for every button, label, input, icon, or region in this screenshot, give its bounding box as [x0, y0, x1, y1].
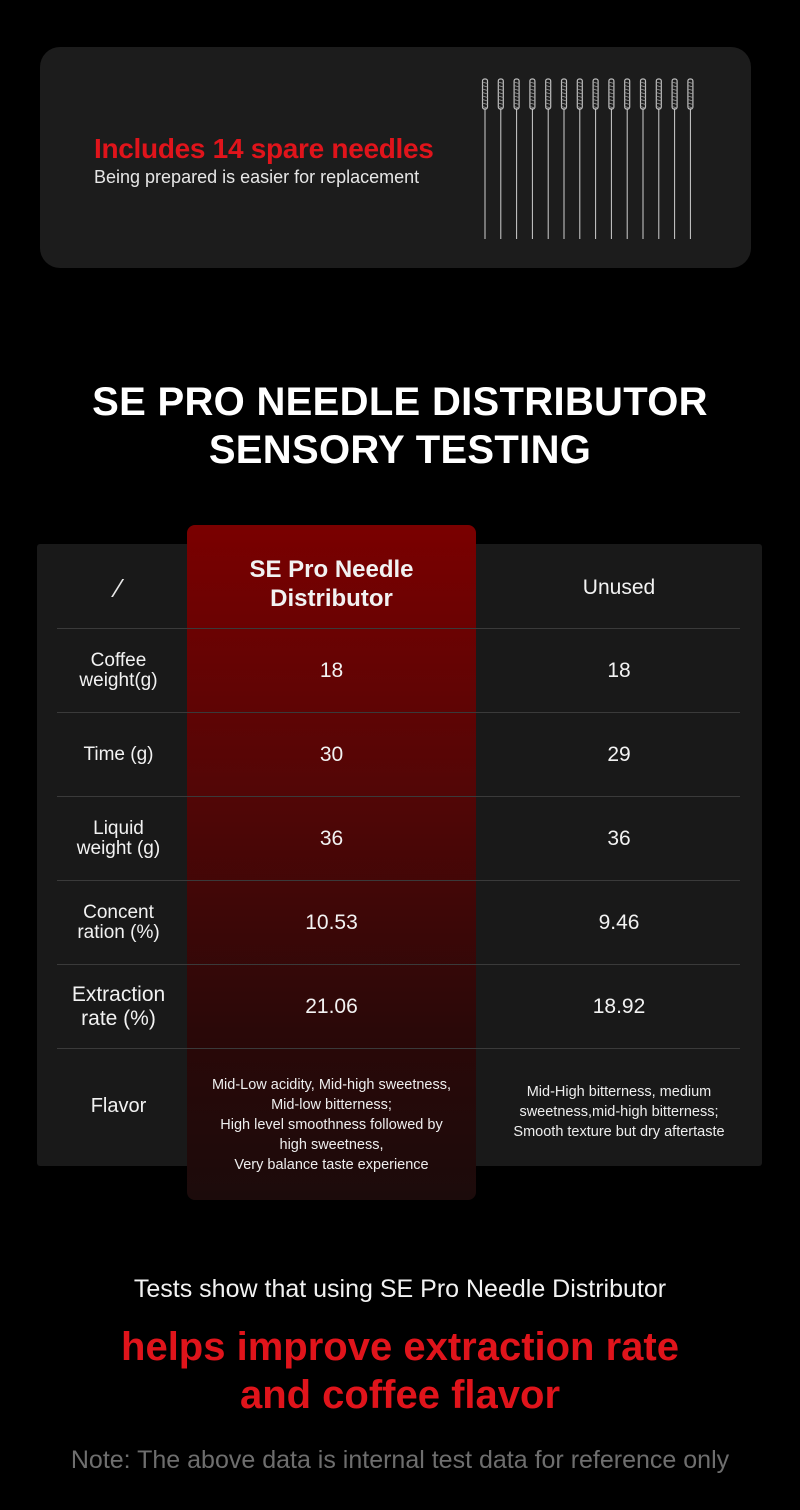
- row-label: [57, 965, 180, 1048]
- cell-se-pro: 36: [319, 826, 344, 850]
- row-label-text: Liquid weight (g): [76, 817, 161, 859]
- section-heading: [0, 378, 800, 474]
- cell-se-pro: 30: [319, 742, 344, 766]
- needle-icon: [656, 79, 661, 239]
- row-label: [57, 881, 180, 964]
- highlight-statement: [0, 1323, 800, 1419]
- needle-icon: [688, 79, 693, 239]
- spare-needles-banner: [40, 47, 751, 268]
- flavor-label: Flavor: [90, 1095, 147, 1117]
- flavor-line: Mid-High bitterness, medium: [526, 1084, 712, 1100]
- row-label: [57, 797, 180, 880]
- row-label: [57, 629, 180, 712]
- cell-unused: 29: [607, 742, 631, 766]
- cell-unused: 36: [607, 826, 631, 850]
- disclaimer-note: Note: The above data is internal test data for reference only: [70, 1446, 730, 1474]
- needle-icon: [483, 79, 488, 239]
- flavor-unused: [476, 1076, 762, 1148]
- cell-se-pro: 21.06: [305, 994, 358, 1018]
- row-label-text: Time (g): [83, 743, 154, 765]
- heading-line-1: SE PRO NEEDLE DISTRIBUTOR: [92, 380, 708, 424]
- needle-icon: [609, 79, 614, 239]
- needle-icon: [546, 79, 551, 239]
- heading-line-2: SENSORY TESTING: [208, 428, 592, 472]
- flavor-line: Mid-low bitterness;: [271, 1097, 392, 1113]
- needle-icon: [641, 79, 646, 239]
- banner-title: Includes 14 spare needles: [94, 133, 434, 164]
- header-se-pro: [187, 540, 476, 628]
- needle-icon: [593, 79, 598, 239]
- header-unused: Unused: [582, 576, 656, 599]
- cell-unused: 9.46: [598, 910, 640, 934]
- row-label-text: Extraction rate (%): [71, 982, 166, 1030]
- needle-icon: [625, 79, 630, 239]
- needles-illustration: [476, 77, 696, 242]
- row-label: [57, 713, 180, 796]
- tests-statement: Tests show that using SE Pro Needle Distributor: [133, 1275, 667, 1303]
- flavor-line: Very balance taste experience: [234, 1157, 429, 1173]
- cell-se-pro: 10.53: [305, 910, 358, 934]
- needle-icon: [562, 79, 567, 239]
- needle-icon: [498, 79, 503, 239]
- flavor-line: sweetness,mid-high bitterness;: [519, 1104, 719, 1120]
- corner-slash: ⁄: [116, 573, 121, 603]
- flavor-line: high sweetness,: [279, 1137, 384, 1153]
- header-se-pro-label: SE Pro Needle Distributor: [249, 556, 414, 612]
- flavor-se-pro: [187, 1072, 476, 1178]
- highlight-line-1: helps improve extraction rate: [121, 1325, 679, 1369]
- needle-icon: [577, 79, 582, 239]
- row-divider: [57, 1048, 740, 1049]
- row-label-text: Concent ration (%): [77, 901, 160, 943]
- highlight-line-2: and coffee flavor: [239, 1373, 561, 1417]
- needle-icon: [672, 79, 677, 239]
- flavor-line: Mid-Low acidity, Mid-high sweetness,: [211, 1077, 452, 1093]
- row-label-text: Coffee weight(g): [79, 649, 158, 691]
- cell-unused: 18: [607, 658, 631, 682]
- banner-subtitle: Being prepared is easier for replacement: [94, 167, 420, 187]
- cell-unused: 18.92: [592, 994, 646, 1018]
- cell-se-pro: 18: [319, 658, 344, 682]
- needle-icon: [514, 79, 519, 239]
- needle-icon: [530, 79, 535, 239]
- flavor-line: High level smoothness followed by: [220, 1117, 443, 1133]
- flavor-line: Smooth texture but dry aftertaste: [513, 1124, 725, 1140]
